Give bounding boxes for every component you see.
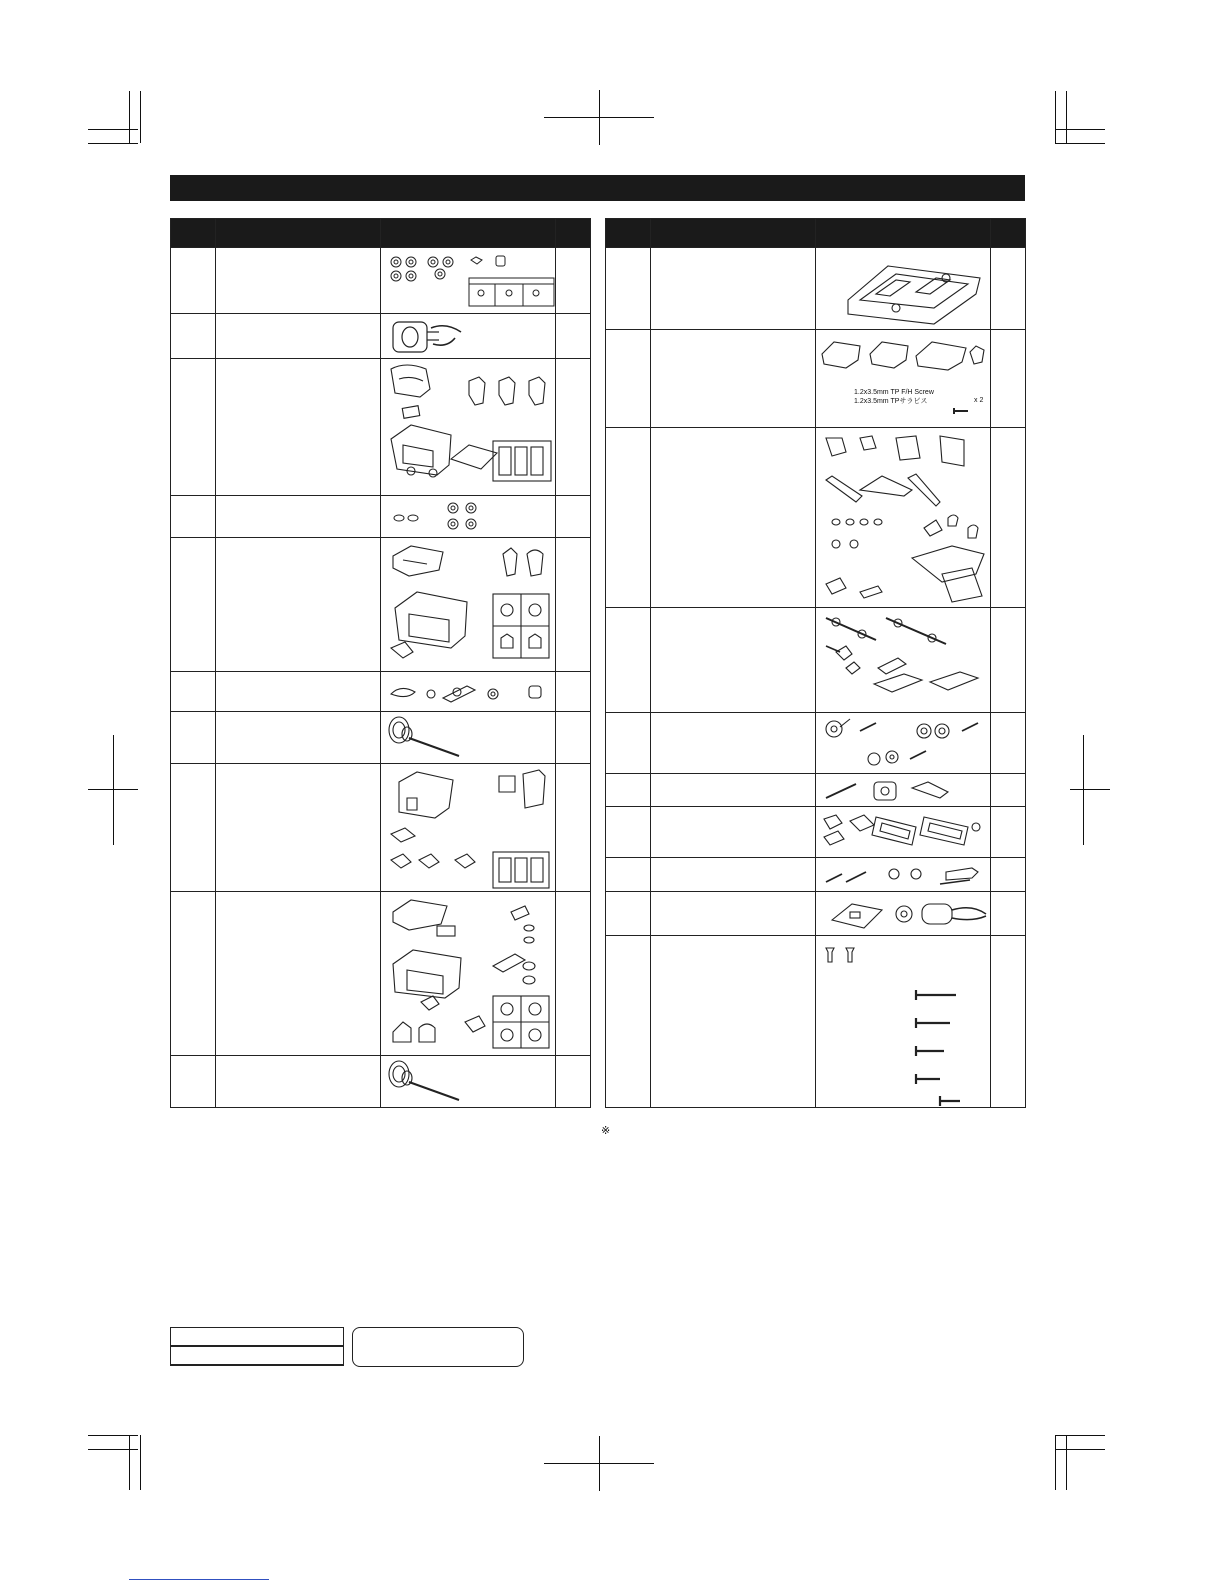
table-row [171, 359, 591, 496]
column-header-name [651, 219, 816, 248]
part-qty [556, 672, 591, 712]
table-row [171, 712, 591, 764]
table-row [606, 330, 1026, 428]
column-header-image [816, 219, 991, 248]
chassis-parts-with-screw-icon [816, 330, 991, 428]
part-qty [556, 1056, 591, 1108]
table-row [606, 807, 1026, 858]
table-row [171, 314, 591, 359]
column-header-no [171, 219, 216, 248]
table-row [606, 858, 1026, 892]
part-name [216, 1056, 381, 1108]
part-name [651, 330, 816, 428]
part-number [606, 713, 651, 774]
part-number [606, 892, 651, 936]
part-qty [991, 428, 1026, 608]
table-row [606, 713, 1026, 774]
part-qty [556, 248, 591, 314]
table-row [171, 1056, 591, 1108]
part-number [171, 359, 216, 496]
table-row [171, 764, 591, 892]
part-name [651, 892, 816, 936]
part-number [606, 330, 651, 428]
bottom-link-underline [129, 1579, 269, 1580]
part-name [651, 608, 816, 713]
part-name [216, 712, 381, 764]
part-number [606, 248, 651, 330]
footer-line-2 [170, 1345, 344, 1366]
axle-and-hub-icon [816, 774, 991, 807]
column-header-qty [991, 219, 1026, 248]
part-name [216, 764, 381, 892]
part-number [606, 608, 651, 713]
footnote [601, 1124, 610, 1137]
circuit-board-and-motor-icon [816, 892, 991, 936]
part-number [171, 496, 216, 538]
part-qty [556, 496, 591, 538]
part-number [606, 858, 651, 892]
part-qty [556, 314, 591, 359]
part-qty [556, 764, 591, 892]
table-row [606, 936, 1026, 1108]
table-row [606, 892, 1026, 936]
table-row [171, 672, 591, 712]
table-header-row [606, 219, 1026, 248]
assorted-screws-icon [816, 936, 991, 1108]
part-number [171, 1056, 216, 1108]
part-name [651, 713, 816, 774]
page-title-bar [170, 175, 1025, 201]
part-name [651, 428, 816, 608]
gearbox-assembly-set-icon [381, 892, 556, 1056]
part-name [216, 496, 381, 538]
gearbox-case-parts-icon [381, 359, 556, 496]
table-row [171, 892, 591, 1056]
screw-label-en: 1.2x3.5mm TP F/H Screw [854, 389, 934, 396]
table-row [171, 248, 591, 314]
part-number [171, 764, 216, 892]
table-row [606, 248, 1026, 330]
footnote-mark: ※ [601, 1125, 611, 1137]
part-name [216, 538, 381, 672]
part-qty [556, 892, 591, 1056]
right-parts-table [605, 218, 1026, 1108]
left-parts-table [170, 218, 591, 1108]
part-qty [991, 330, 1026, 428]
table-row [171, 538, 591, 672]
part-qty [991, 774, 1026, 807]
screw-label-jp: 1.2x3.5mm TPサラビス [854, 398, 928, 405]
gear-shaft-icon [381, 712, 556, 764]
part-number [171, 314, 216, 359]
suspension-arms-icon [816, 807, 991, 858]
screw-qty: x 2 [974, 397, 984, 404]
screws-and-bushings-sprue-icon [381, 248, 556, 314]
part-name [651, 858, 816, 892]
washers-and-nuts-icon [381, 496, 556, 538]
linkage-plates-icon [816, 608, 991, 713]
table-row [606, 774, 1026, 807]
gear-shaft-icon [381, 1056, 556, 1108]
part-name [216, 672, 381, 712]
part-qty [991, 807, 1026, 858]
part-name [651, 807, 816, 858]
column-header-qty [556, 219, 591, 248]
motor-icon [381, 314, 556, 359]
part-name [651, 774, 816, 807]
part-qty [991, 713, 1026, 774]
table-row [606, 428, 1026, 608]
column-header-no [606, 219, 651, 248]
part-name [216, 359, 381, 496]
part-number [171, 712, 216, 764]
part-name [216, 314, 381, 359]
small-parts-and-tools-icon [816, 428, 991, 608]
pins-and-bushings-icon [816, 858, 991, 892]
column-header-name [216, 219, 381, 248]
part-number [171, 248, 216, 314]
part-qty [556, 359, 591, 496]
part-qty [556, 538, 591, 672]
part-number [606, 774, 651, 807]
shaft-coupling-parts-icon [381, 672, 556, 712]
part-qty [991, 248, 1026, 330]
part-number [171, 672, 216, 712]
rear-case-parts-icon [381, 764, 556, 892]
table-header-row [171, 219, 591, 248]
footer-line-1 [170, 1327, 344, 1347]
part-number [606, 428, 651, 608]
part-name [651, 248, 816, 330]
part-qty [556, 712, 591, 764]
column-header-image [381, 219, 556, 248]
part-name [651, 936, 816, 1108]
footer-rounded-box [352, 1327, 524, 1367]
part-number [171, 538, 216, 672]
table-row [606, 608, 1026, 713]
part-name [216, 248, 381, 314]
part-qty [991, 892, 1026, 936]
part-qty [991, 936, 1026, 1108]
part-qty [991, 608, 1026, 713]
part-number [606, 936, 651, 1108]
gearbox-housing-parts-icon [381, 538, 556, 672]
part-qty [991, 858, 1026, 892]
table-row [171, 496, 591, 538]
part-name [216, 892, 381, 1056]
gears-and-pins-icon [816, 713, 991, 774]
chassis-frame-icon [816, 248, 991, 330]
part-number [606, 807, 651, 858]
part-number [171, 892, 216, 1056]
